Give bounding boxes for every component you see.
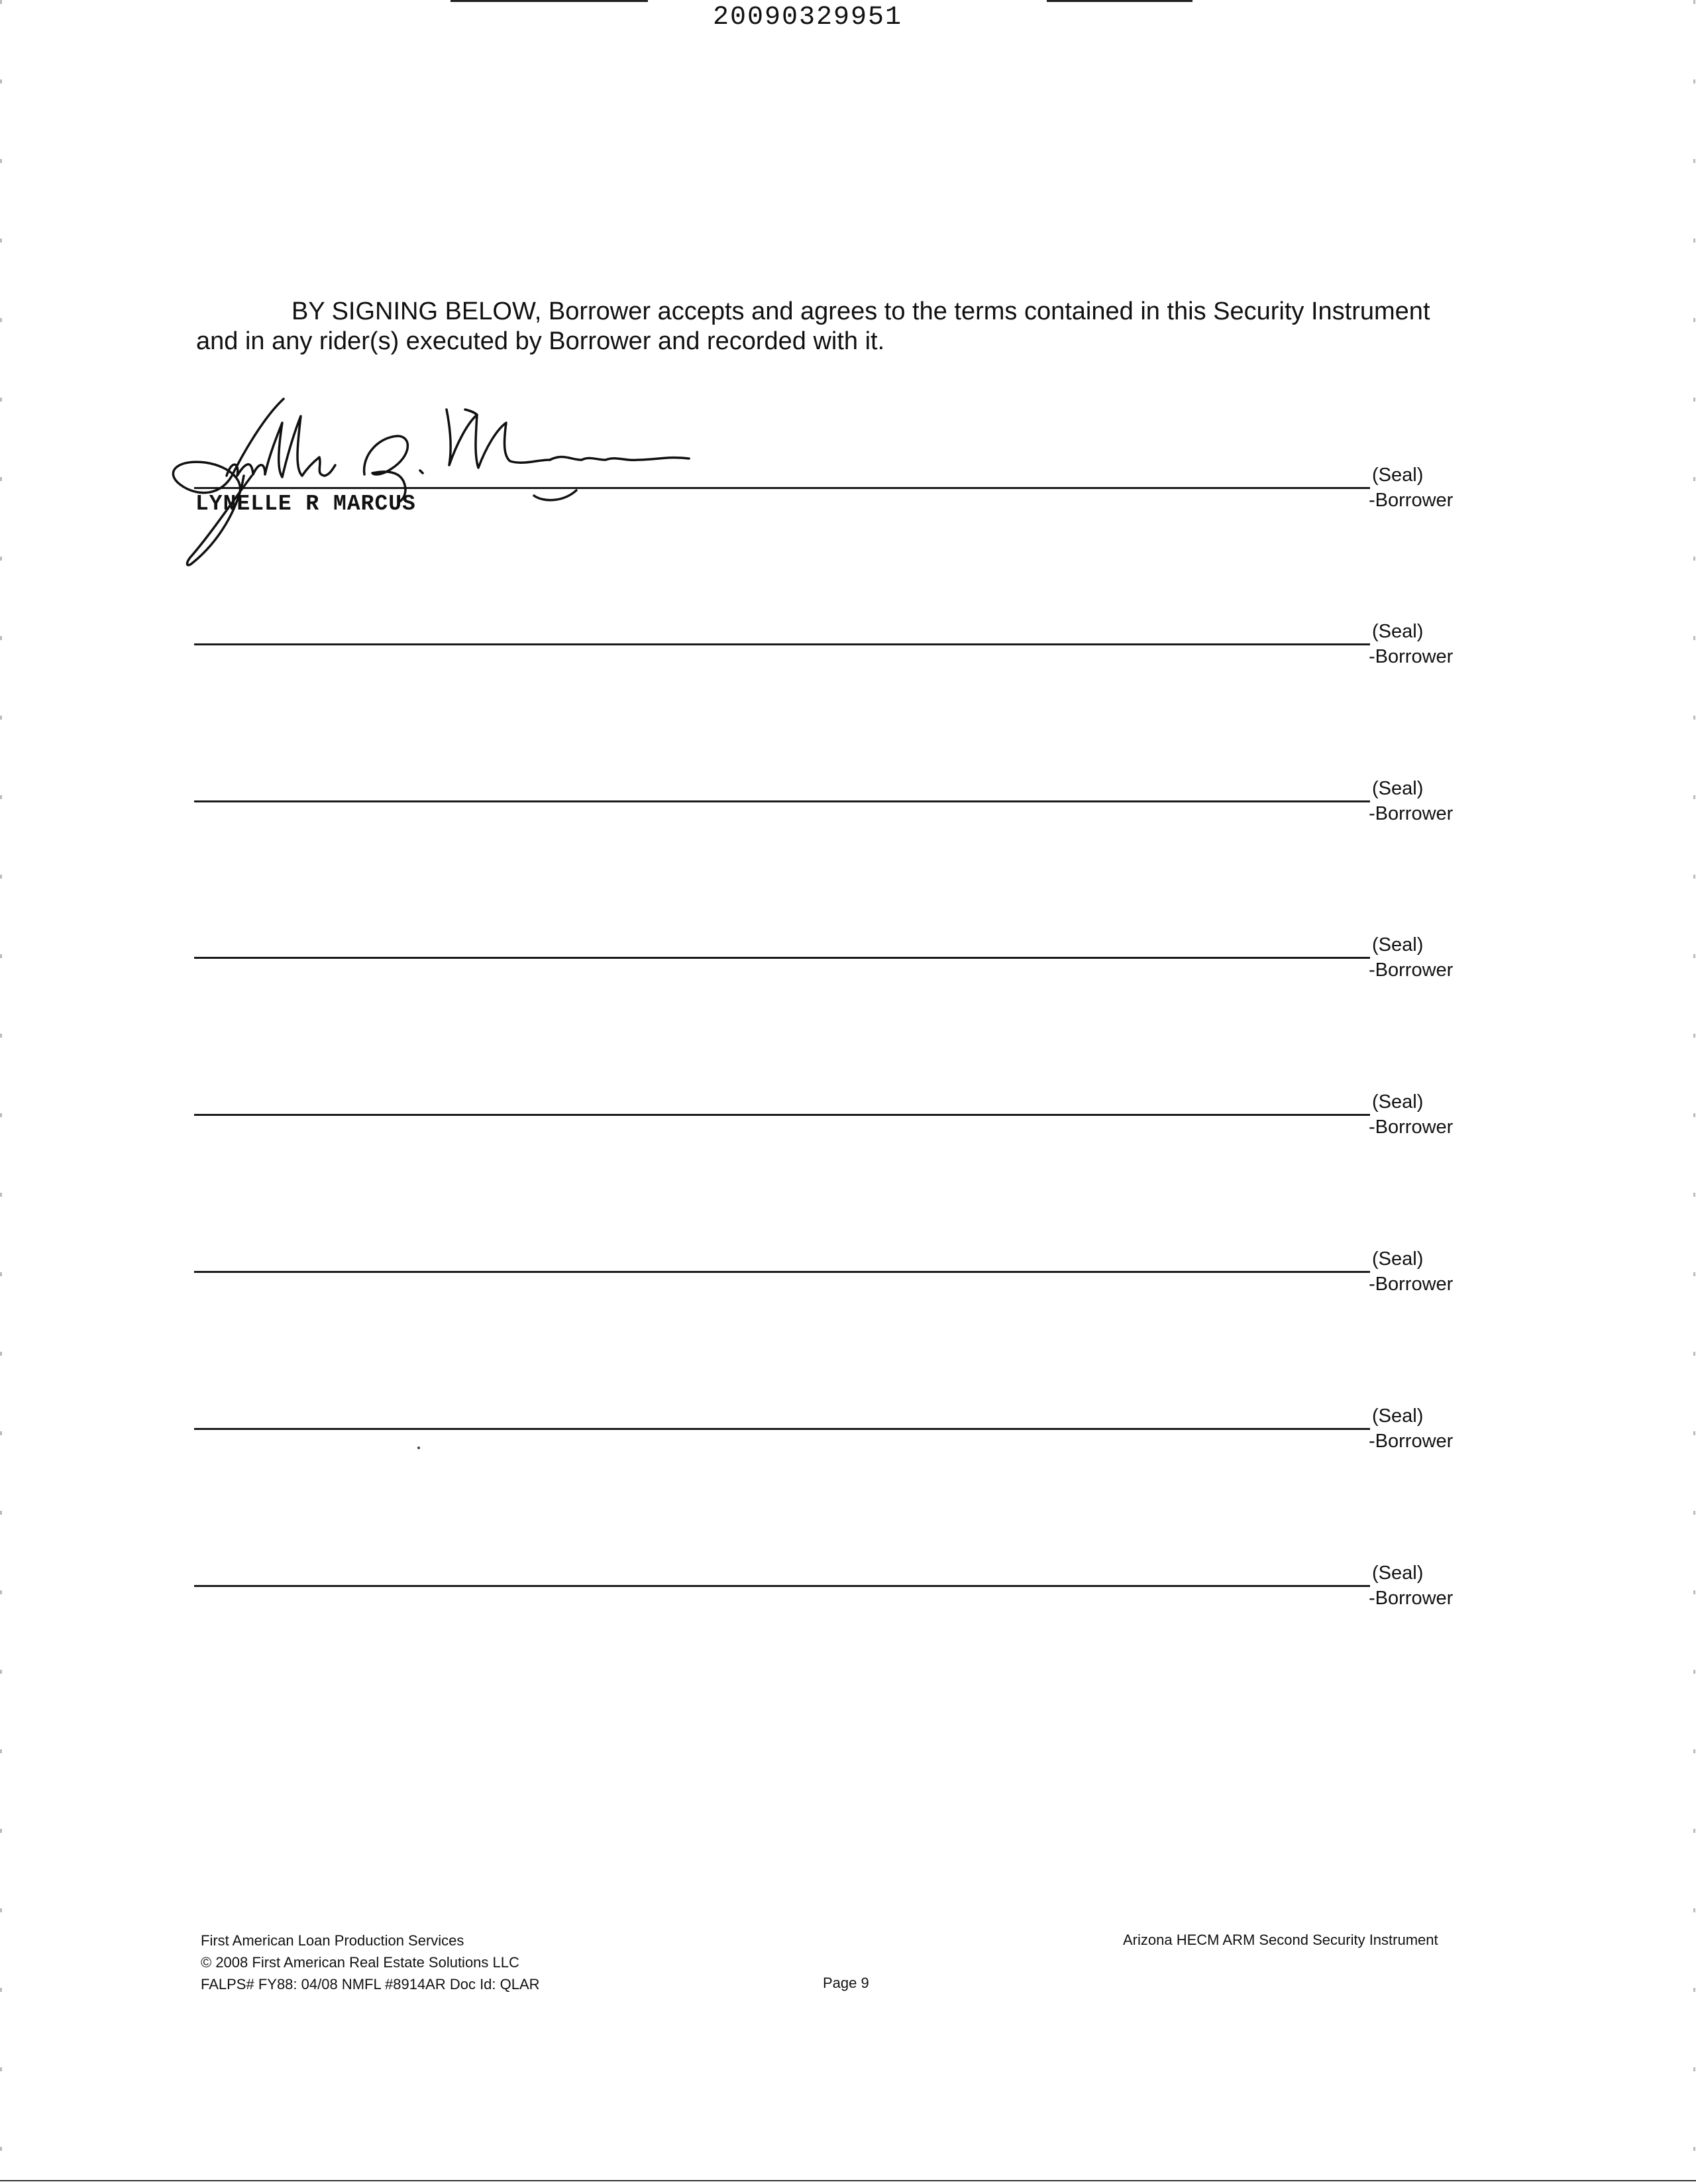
seal-label: (Seal) bbox=[1372, 1091, 1424, 1113]
footer-form-title: Arizona HECM ARM Second Security Instrument bbox=[1123, 1932, 1438, 1948]
seal-label: (Seal) bbox=[1372, 464, 1424, 486]
signer-name: LYNELLE R MARCUS bbox=[195, 492, 416, 516]
bottom-rule bbox=[0, 2180, 1696, 2181]
signature-line[interactable] bbox=[194, 1585, 1370, 1587]
seal-label: (Seal) bbox=[1372, 934, 1424, 956]
borrower-label: -Borrower bbox=[1369, 1588, 1454, 1609]
handwritten-signature bbox=[166, 396, 775, 575]
scan-speck bbox=[417, 1447, 420, 1449]
left-edge-marks bbox=[0, 0, 2, 2184]
seal-label: (Seal) bbox=[1372, 621, 1424, 642]
signature-block bbox=[194, 1561, 1473, 1614]
signature-line[interactable] bbox=[194, 1428, 1370, 1430]
borrower-label: -Borrower bbox=[1369, 1274, 1454, 1295]
signature-block bbox=[194, 1247, 1473, 1300]
seal-label: (Seal) bbox=[1372, 778, 1424, 799]
signature-line[interactable] bbox=[194, 957, 1370, 959]
borrower-label: -Borrower bbox=[1369, 803, 1454, 824]
signature-block bbox=[194, 1090, 1473, 1143]
right-edge-marks bbox=[1693, 0, 1695, 2184]
footer-page-number: Page 9 bbox=[823, 1975, 869, 1991]
recording-number: 20090329951 bbox=[713, 3, 903, 32]
signature-line[interactable] bbox=[194, 1114, 1370, 1116]
signing-statement: BY SIGNING BELOW, Borrower accepts and agrees to the terms contained in this Security Instrument and in any rider(s) executed by Borrower and recorded with it. bbox=[196, 298, 1430, 355]
top-rule-left bbox=[450, 0, 648, 2]
signature-block bbox=[194, 1404, 1473, 1457]
signature-line[interactable] bbox=[194, 643, 1370, 645]
footer-left bbox=[201, 1930, 540, 1995]
footer-form-id: FALPS# FY88: 04/08 NMFL #8914AR Doc Id: QLAR bbox=[201, 1976, 540, 1993]
top-rule-right bbox=[1047, 0, 1192, 2]
signature-block bbox=[194, 933, 1473, 986]
borrower-label: -Borrower bbox=[1369, 646, 1454, 667]
signature-block bbox=[194, 620, 1473, 673]
signature-line[interactable] bbox=[194, 1271, 1370, 1273]
signature-line[interactable] bbox=[194, 800, 1370, 802]
footer-company: First American Loan Production Services bbox=[201, 1932, 464, 1949]
borrower-label: -Borrower bbox=[1369, 959, 1454, 981]
seal-label: (Seal) bbox=[1372, 1248, 1424, 1270]
signature-block bbox=[194, 777, 1473, 830]
seal-label: (Seal) bbox=[1372, 1562, 1424, 1584]
borrower-label: -Borrower bbox=[1369, 490, 1454, 511]
seal-label: (Seal) bbox=[1372, 1405, 1424, 1427]
footer-copyright: © 2008 First American Real Estate Solutions LLC bbox=[201, 1954, 519, 1971]
borrower-label: -Borrower bbox=[1369, 1117, 1454, 1138]
borrower-label: -Borrower bbox=[1369, 1431, 1454, 1452]
